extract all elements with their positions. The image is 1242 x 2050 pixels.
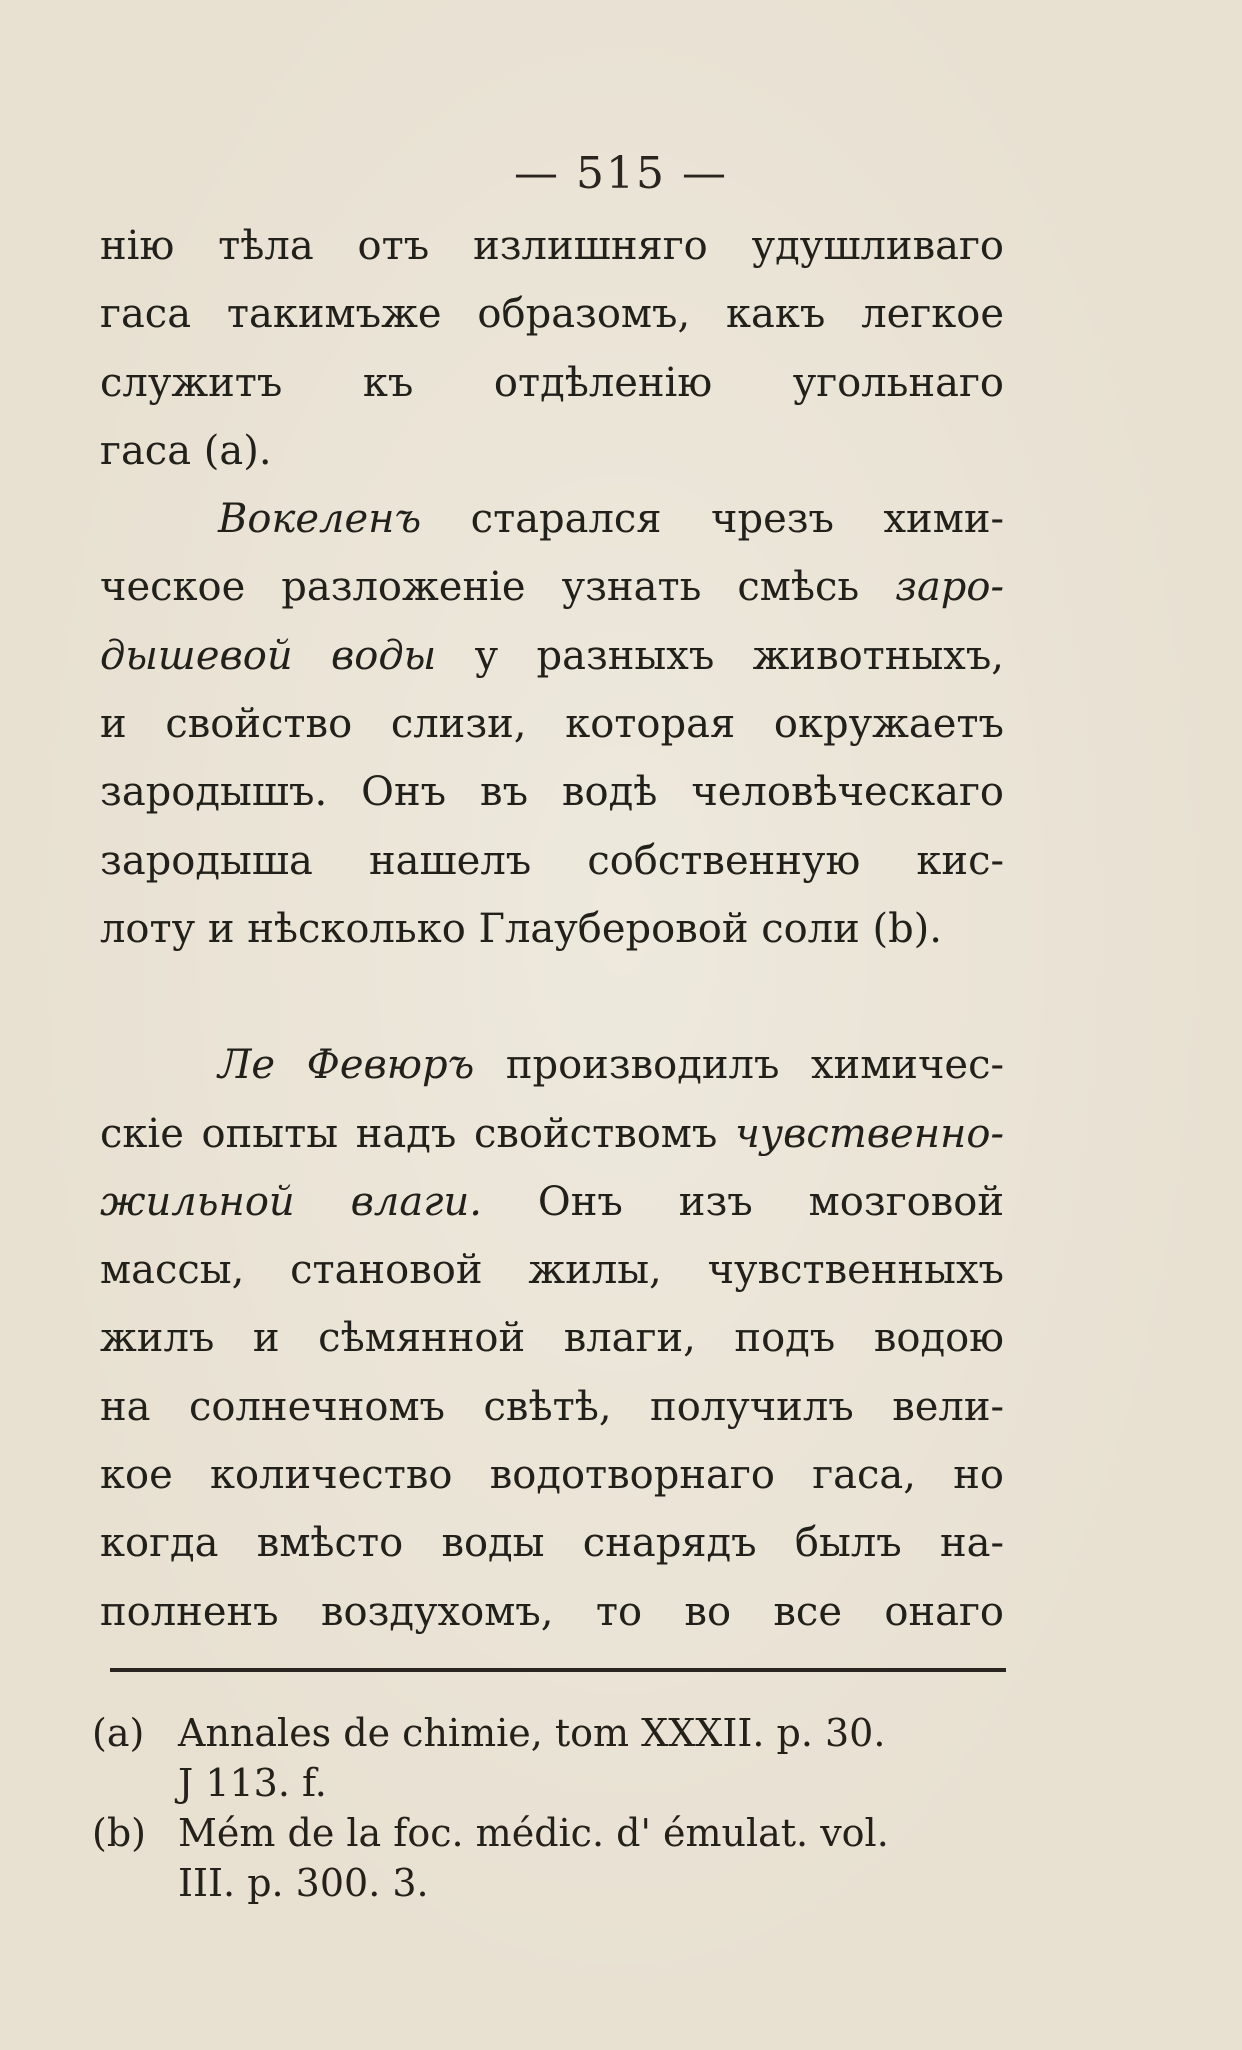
text-fragment: у разныхъ животныхъ, <box>436 632 1005 679</box>
text-line: лоту и нѣсколько Глауберовой соли (b). <box>100 905 942 952</box>
text-line: гаса такимъже образомъ, какъ легкое <box>100 291 1004 338</box>
text-line: зародыша нашелъ собственную кис- <box>100 837 1004 884</box>
footnote-mark: (b) <box>92 1811 146 1855</box>
footnote-divider <box>110 1668 1006 1672</box>
author-name-vauquelin: Вокеленъ <box>218 496 422 543</box>
text-line: на солнечномъ свѣтѣ, получилъ вели- <box>100 1383 1004 1430</box>
text-fragment: старался чрезъ хими- <box>421 496 1004 543</box>
italic-term: чувственно- <box>735 1110 1004 1157</box>
text-fragment: скіе опыты надъ свойствомъ <box>100 1110 736 1157</box>
footnote-a <box>92 1708 1012 1808</box>
footnote-line: Annales de chimie, tom XXXII. p. 30. <box>178 1711 886 1755</box>
paragraph-1 <box>100 212 1004 485</box>
footnote-line: Mém de la foc. médic. d' émulat. vol. <box>178 1811 889 1855</box>
text-line <box>100 553 1004 621</box>
text-fragment: Онъ изъ мозговой <box>481 1178 1004 1225</box>
footnote-line: J 113. f. <box>178 1761 327 1805</box>
text-line <box>100 1100 1004 1168</box>
text-line: массы, становой жилы, чувственныхъ <box>100 1247 1004 1294</box>
text-fragment: ческое разложеніе узнать смѣсь <box>100 564 896 611</box>
paragraph-3 <box>100 1031 1004 1646</box>
footnote-line: III. p. 300. 3. <box>178 1861 429 1905</box>
footnote-mark: (a) <box>92 1711 145 1755</box>
footnotes <box>92 1708 1012 1908</box>
text-line: жилъ и сѣмянной влаги, подъ водою <box>100 1315 1004 1362</box>
text-line: когда вмѣсто воды снарядъ былъ на- <box>100 1520 1004 1567</box>
italic-term: заро- <box>895 564 1004 611</box>
footnote-b <box>92 1808 1012 1908</box>
text-line <box>100 1168 1004 1236</box>
text-line: гаса (a). <box>100 427 272 474</box>
text-line: зародышъ. Онъ въ водѣ человѣческаго <box>100 769 1004 816</box>
paragraph-gap <box>100 963 1004 1031</box>
paragraph-2 <box>100 485 1004 963</box>
text-line: кое количество водотворнаго гаса, но <box>100 1452 1004 1499</box>
text-line: служитъ къ отдѣленію угольнаго <box>100 359 1004 406</box>
italic-term: дышевой воды <box>100 632 437 679</box>
text-line: и свойство слизи, которая окружаетъ <box>100 701 1004 748</box>
italic-term: жильной влаги. <box>100 1178 482 1225</box>
text-fragment: производилъ химичес- <box>474 1042 1005 1089</box>
text-line: полненъ воздухомъ, то во все онаго <box>100 1588 1004 1635</box>
body-text <box>100 212 1004 1646</box>
text-line <box>100 622 1004 690</box>
author-name-lefebure: Ле Февюръ <box>218 1042 475 1089</box>
text-line <box>100 485 1004 553</box>
text-line <box>100 1031 1004 1099</box>
text-line: нію тѣла отъ излишняго удушливаго <box>100 223 1004 269</box>
page-number-header: — 515 — <box>514 148 728 199</box>
